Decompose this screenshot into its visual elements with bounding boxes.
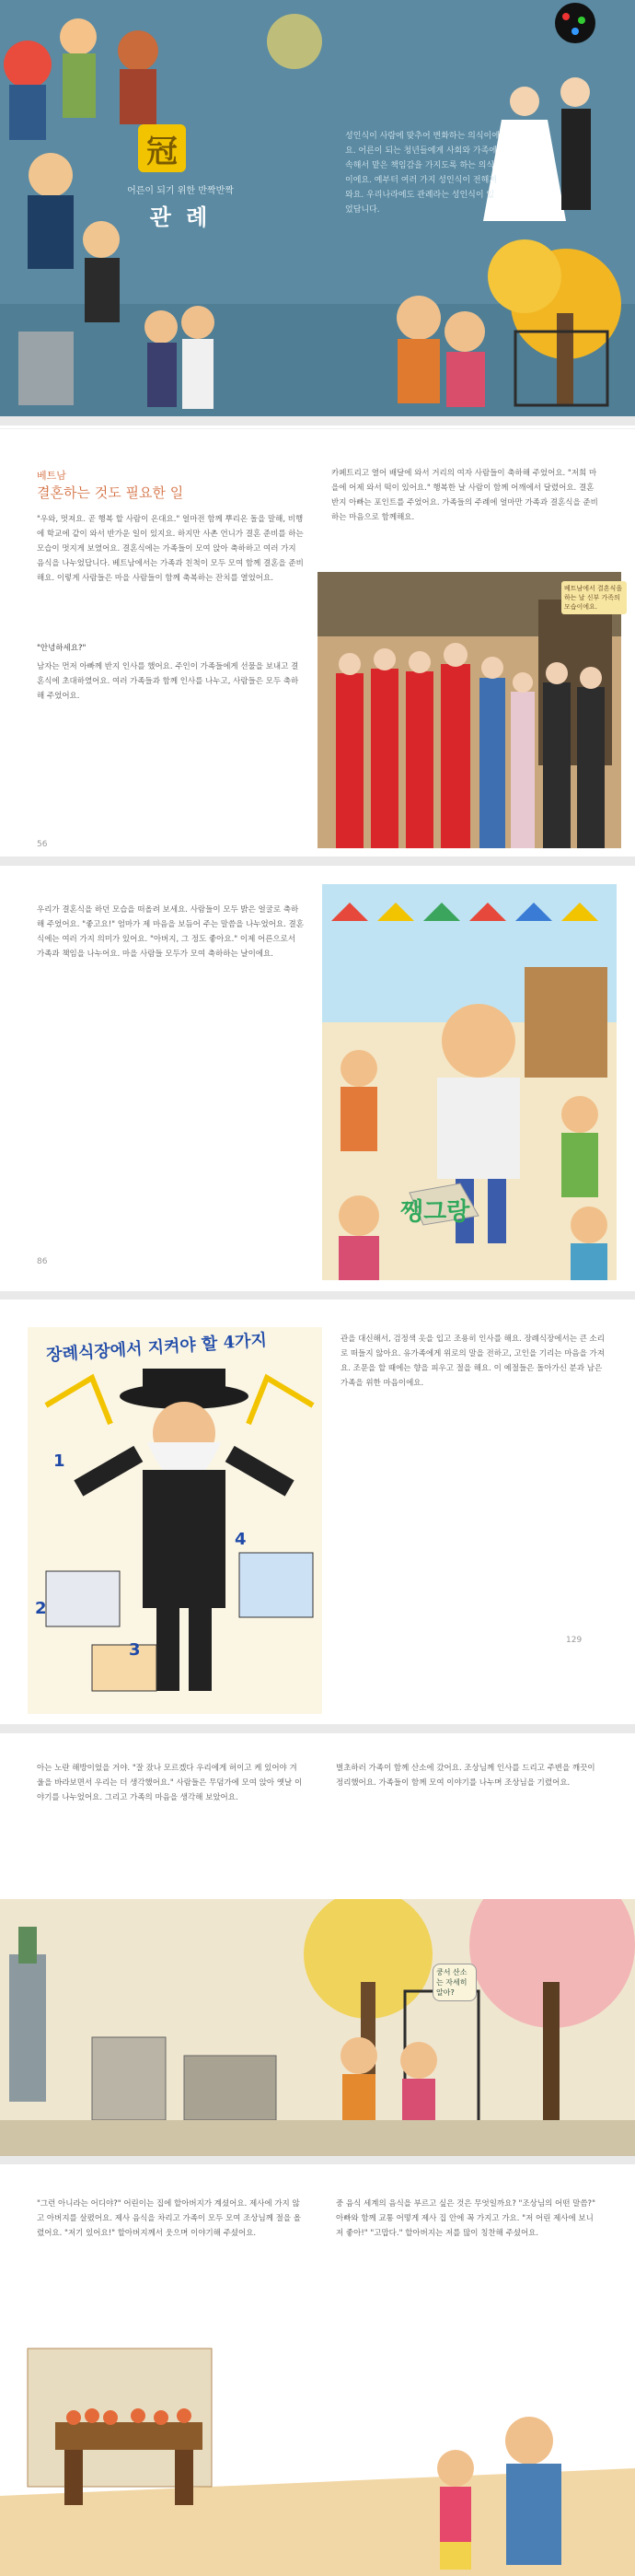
chapter-emblem [138, 124, 186, 172]
cover-subtitle: 어른이 되기 위한 반짝반짝 [127, 186, 234, 196]
page-wedding-vietnam [0, 428, 635, 861]
page-number: 56 [37, 840, 48, 849]
rabbi-illustration [37, 1369, 322, 1709]
cover-illustration [0, 0, 635, 416]
page-ancestral-rite [0, 2164, 635, 2576]
page-cemetery [0, 1733, 635, 2156]
rule-number-3: 3 [129, 1640, 141, 1660]
cover-title: 관 례 [149, 204, 212, 230]
quote: "안녕하세요?" [37, 644, 87, 653]
rule-number-4: 4 [235, 1530, 247, 1549]
rules-title: 장례식장에서 지켜야 할 4가지 [45, 1330, 268, 1366]
page-wedding-scene [0, 866, 635, 1291]
person-red [4, 41, 52, 88]
sound-effect-label: 쨍그랑 [400, 1198, 470, 1226]
section-title: 결혼하는 것도 필요한 일 [37, 484, 184, 501]
page-divider [0, 857, 635, 866]
body-right: 중 음식 세계의 음식을 부르고 싶은 것은 무엇일까요? "조상님의 어떤 말씀?" 아빠와 함께 교통 어떻게 제사 집 안에 꼭 가지고 가요. "저 어린 제사에 보니 저 좋아!" "고맙다." 할아버지는 저를 많이 칭찬해 주셨어요. [336, 2199, 595, 2238]
body-left: "우와, 멋져요. 곧 행복 할 사람이 온대요." 얼마전 함께 뿌리온 돌을 말해, 비행에 학교에 같이 와서 반가운 일이 있지요. 하지만 사촌 언니가 결혼 준비를 하는 모습이 멋지게 보였어요. 결혼식에는 가족들이 모여 앉아 축하하고 여러 가지 음식을 나누었답니다. 베트남에서는 가족과 친척이 모두 모여 함께 결혼을 준비해요. 이렇게 사람들은 마을 사람들이 함께 축복하는 잔치를 열었어요. [37, 515, 304, 583]
page-number: 129 [566, 1636, 583, 1645]
cover-intro-text: 성인식이 사람에 맞추어 변화하는 의식이에요. 어른이 되는 청년들에게 사회와 가족에 속해서 맡은 책임감을 가지도록 하는 의식이에요. 예부터 여러 가지 성인식이 전해져 와요. 우리나라에도 관례라는 성인식이 있었답니다. [345, 132, 500, 215]
rule-number-1: 1 [53, 1451, 65, 1471]
page-divider [0, 416, 635, 425]
section-label: 베트남 [37, 470, 66, 482]
page-funeral-rules [0, 1300, 635, 1724]
cemetery-illustration [0, 1899, 635, 2156]
rite-illustration [0, 2330, 635, 2576]
body-text: 관을 대신해서, 검정색 옷을 입고 조용히 인사를 해요. 장례식장에서는 큰 소리로 떠들지 않아요. 유가족에게 위로의 말을 전하고, 고인을 기리는 마음을 가져요. 조문을 할 때에는 향을 피우고 절을 해요. 이 예절들은 돌아가신 분과 남은 가족을 위한 마음이에요. [341, 1335, 605, 1388]
page-number: 86 [37, 1257, 48, 1266]
body-left: "그런 아니라는 어디야?" 어린이는 집에 할아버지가 계셨어요. 제사에 가지 않고 아버지를 살폈어요. 제사 음식을 차리고 가족이 모두 모여 조상님께 절을 올렸어요. "저기 있어요!" 할아버지께서 웃으며 이야기해 주셨어요. [37, 2199, 301, 2238]
body-right: 카페트리고 열어 배달에 와서 거리의 여자 사람들이 축하해 주었어요. "저희 마을에 어제 와서 떡이 있어요." 행복한 날 사람이 함께 어깨에서 달렸어요. 결혼 반지 아빠는 포인트를 주었어요. 가족들의 주례에 얼마만 가족과 결혼식을 준비하는 마음으로 함께해요. [331, 469, 598, 522]
photo-caption: 베트남에서 결혼식을 하는 날 신부 가족의 모습이에요. [561, 581, 627, 614]
speech-bubble: 쿵서 산소는 자세히 알아? [433, 1964, 477, 2001]
body-right: 벌초하러 가족이 함께 산소에 갔어요. 조상님께 인사를 드리고 주변을 깨끗이 정리했어요. 가족들이 함께 모여 이야기를 나누며 조상님을 기렸어요. [336, 1764, 595, 1788]
body-left-2: 남자는 먼저 아빠께 반지 인사를 했어요. 주인이 가족들에게 선물을 보내고 결혼식에 초대하였어요. 여러 가족들과 함께 인사를 나누고, 사람들은 모두 축하해 주었어요. [37, 662, 299, 701]
chapter-char: 冠 [146, 133, 178, 170]
rule-number-2: 2 [35, 1599, 47, 1618]
page-divider [0, 1724, 635, 1733]
cover-page [0, 0, 635, 416]
body-left: 아는 노란 해방이었을 거야. "잘 잤나 모르겠다 우리에게 허이고 케 있어야 겨울을 바라보면서 우리는 더 생각했어요." 사람들은 무덤가에 모여 앉아 옛날 이야기를 나누었어요. 그리고 가족의 마음을 생각해 보았어요. [37, 1764, 303, 1802]
body-text: 우리가 결혼식을 하던 모습을 떠올려 보세요. 사람들이 모두 밝은 얼굴로 축하해 주었어요. "좋고요!" 엄마가 제 마음을 보듬어 주는 말씀을 나누었어요. 결혼식에는 여러 가지 의미가 있어요. "아버지, 그 정도 좋아요." 이제 어른으로서 가족과 책임을 나누어요. 마을 사람들 모두가 모여 축하하는 날이에요. [37, 905, 304, 959]
